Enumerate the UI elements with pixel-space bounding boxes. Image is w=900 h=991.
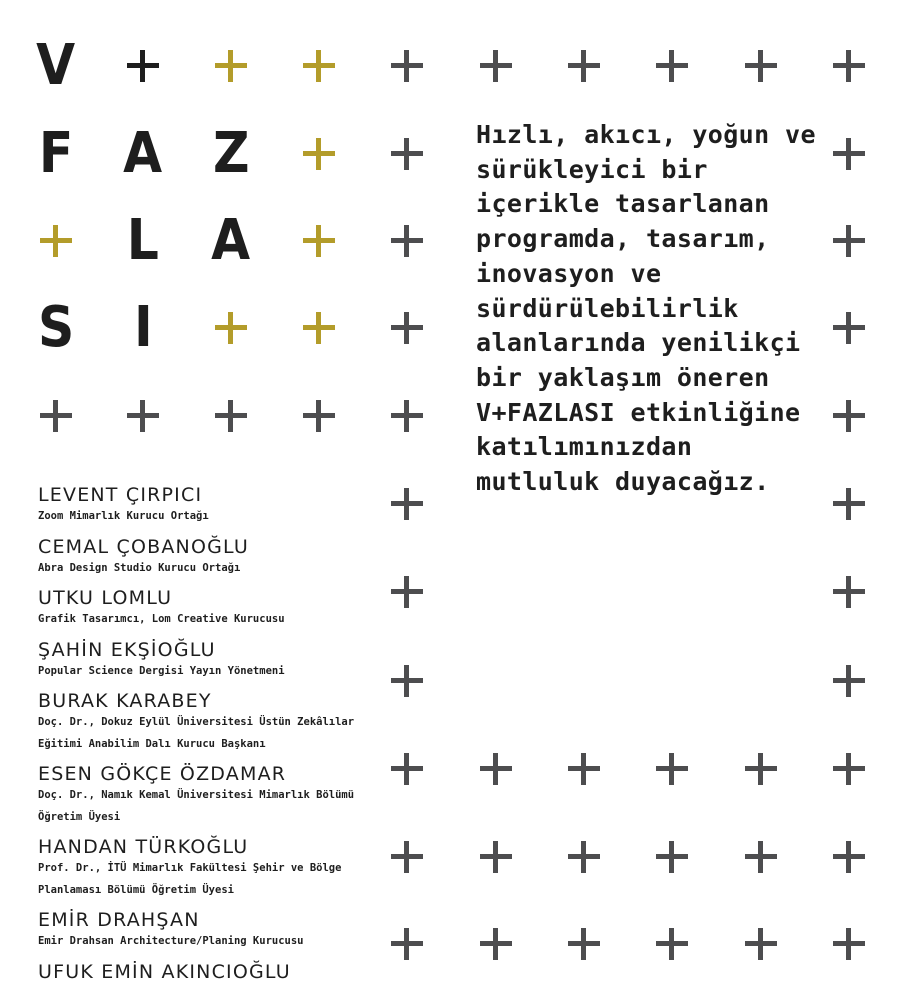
plus-icon — [735, 743, 787, 795]
plus-icon — [646, 743, 698, 795]
speaker-item — [38, 639, 378, 683]
plus-icon — [823, 215, 875, 267]
plus-icon — [823, 918, 875, 970]
plus-icon — [381, 40, 433, 92]
plus-icon — [646, 40, 698, 92]
plus-icon — [293, 215, 345, 267]
plus-icon — [30, 390, 82, 442]
speaker-item — [38, 536, 378, 580]
plus-icon — [823, 390, 875, 442]
plus-icon — [381, 918, 433, 970]
speaker-item — [38, 587, 378, 631]
speaker-item — [38, 484, 378, 528]
speaker-item — [38, 836, 378, 901]
plus-icon — [735, 918, 787, 970]
plus-icon — [205, 40, 257, 92]
speaker-list — [38, 484, 378, 991]
title-letter-i: I — [133, 295, 153, 360]
plus-icon — [30, 215, 82, 267]
speaker-name: CEMAL ÇOBANOĞLU — [38, 535, 249, 558]
plus-icon — [117, 390, 169, 442]
plus-icon — [381, 128, 433, 180]
intro-paragraph: Hızlı, akıcı, yoğun ve sürükleyici bir içerikle tasarlanan programda, tasarım, inovasyon ve sürdürülebilirlik alanlarında yenilikçi bir yaklaşım öneren V+FAZLASI etkinliğine katılımınızdan mutluluk duyacağız. — [476, 120, 816, 497]
plus-icon — [381, 743, 433, 795]
plus-icon — [823, 478, 875, 530]
speaker-name: BURAK KARABEY — [38, 690, 212, 712]
plus-icon — [646, 918, 698, 970]
plus-icon — [823, 655, 875, 707]
speaker-role: Prof. Dr., İTÜ Mimarlık Fakültesi Şehir ve Bölge Planlaması Bölümü Öğretim Üyesi — [38, 862, 342, 896]
plus-icon — [381, 478, 433, 530]
plus-icon — [470, 918, 522, 970]
speaker-item — [38, 909, 378, 953]
plus-icon — [823, 743, 875, 795]
plus-icon — [205, 390, 257, 442]
plus-icon — [646, 831, 698, 883]
speaker-role: Doç. Dr., Dokuz Eylül Üniversitesi Üstün Zekâlılar Eğitimi Anabilim Dalı Kurucu Başkanı — [38, 716, 355, 750]
plus-icon — [205, 302, 257, 354]
plus-icon — [381, 215, 433, 267]
plus-icon — [823, 302, 875, 354]
title-letter-a-2: A — [211, 208, 251, 273]
speaker-name: ESEN GÖKÇE ÖZDAMAR — [38, 763, 287, 785]
plus-icon — [381, 566, 433, 618]
speaker-item — [38, 690, 378, 755]
speaker-role: Emir Drahsan Architecture/Planing Kurucusu — [38, 935, 304, 947]
plus-icon — [558, 743, 610, 795]
plus-icon — [381, 390, 433, 442]
plus-icon — [470, 831, 522, 883]
speaker-name: UFUK EMİN AKINCIOĞLU — [38, 960, 291, 983]
plus-icon — [470, 743, 522, 795]
title-letter-s: S — [37, 295, 75, 360]
plus-icon — [823, 128, 875, 180]
plus-icon — [381, 831, 433, 883]
speaker-name: HANDAN TÜRKOĞLU — [38, 836, 249, 858]
speaker-name: ŞAHİN EKŞİOĞLU — [38, 638, 216, 661]
speaker-role: Doç. Dr., Namık Kemal Üniversitesi Mimarlık Bölümü Öğretim Üyesi — [38, 789, 355, 823]
title-letter-z: Z — [212, 121, 250, 186]
plus-icon — [823, 831, 875, 883]
speaker-role: Grafik Tasarımcı, Lom Creative Kurucusu — [38, 613, 285, 625]
plus-icon — [823, 40, 875, 92]
title-letter-f: F — [38, 121, 74, 186]
plus-icon — [293, 128, 345, 180]
plus-icon — [293, 40, 345, 92]
plus-icon — [558, 831, 610, 883]
title-letter-a: A — [123, 121, 163, 186]
title-letter-v: V — [36, 33, 76, 98]
speaker-name: LEVENT ÇIRPICI — [38, 484, 203, 506]
plus-icon — [381, 655, 433, 707]
speaker-role: Abra Design Studio Kurucu Ortağı — [38, 561, 241, 574]
speaker-name: UTKU LOMLU — [38, 587, 173, 609]
plus-icon — [293, 390, 345, 442]
plus-icon — [823, 566, 875, 618]
speaker-name: EMİR DRAHŞAN — [38, 909, 200, 931]
plus-icon — [558, 918, 610, 970]
plus-icon — [735, 831, 787, 883]
plus-icon — [381, 302, 433, 354]
plus-icon — [117, 40, 169, 92]
plus-icon — [470, 40, 522, 92]
plus-icon — [293, 302, 345, 354]
plus-icon — [735, 40, 787, 92]
title-letter-l: L — [126, 208, 160, 273]
speaker-item — [38, 763, 378, 828]
speaker-role: Popular Science Dergisi Yayın Yönetmeni — [38, 664, 285, 677]
speaker-role: Zoom Mimarlık Kurucu Ortağı — [38, 510, 209, 522]
plus-icon — [558, 40, 610, 92]
